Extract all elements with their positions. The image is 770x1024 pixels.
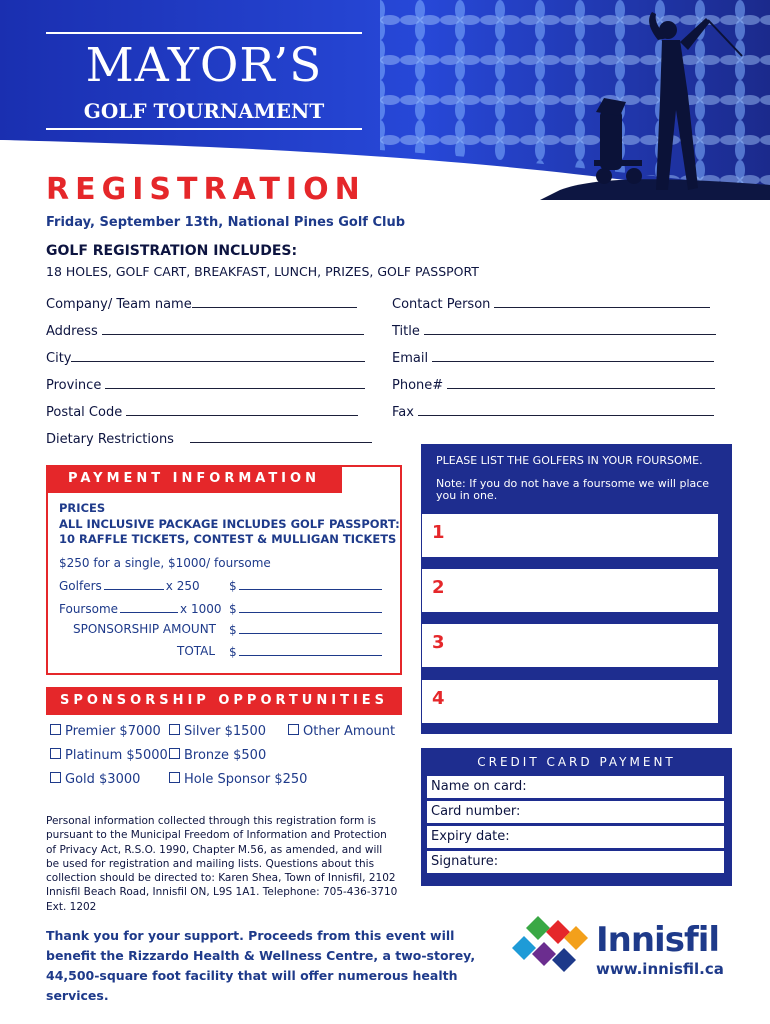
dollar-sign: $ xyxy=(229,623,237,637)
gold-option[interactable] xyxy=(50,772,140,787)
fax-label: Fax xyxy=(392,405,414,420)
dietary-label: Dietary Restrictions xyxy=(46,432,174,447)
card-name-field[interactable]: Name on card: xyxy=(427,776,724,798)
golfer-entry-3[interactable] xyxy=(422,624,718,667)
golfers-label: Golfers xyxy=(59,579,102,593)
postal-code-field[interactable] xyxy=(46,403,358,420)
silver-label: Silver $1500 xyxy=(184,724,266,739)
golfer-entry-1[interactable] xyxy=(422,514,718,557)
silver-option[interactable] xyxy=(169,724,266,739)
checkbox[interactable] xyxy=(50,772,61,783)
address-field[interactable] xyxy=(46,322,364,339)
checkbox[interactable] xyxy=(50,748,61,759)
prices-label: PRICES xyxy=(59,501,106,515)
golfer-number: 3 xyxy=(432,632,445,653)
golfer-number: 2 xyxy=(432,577,445,598)
foursome-qty-line[interactable] xyxy=(120,601,178,613)
credit-card-header: CREDIT CARD PAYMENT xyxy=(477,755,676,769)
title-bottom-rule xyxy=(46,128,362,130)
privacy-notice: Personal information collected through this registration form is pursuant to the Municipal Freedom of Information and Protection of Privacy Act, R.S.O. 1990, Chapter M.56, as amended, and will be used for registration and mailing lists. Questions about this collection should be directed to: Karen Shea, Town of Innisfil, 2102 Innisfil Beach Road, Innisfil ON, L9S 1A1. Telephone: 705-436-3710 Ext. 1202 xyxy=(46,815,398,913)
postal-code-line[interactable] xyxy=(126,403,358,416)
registration-heading: REGISTRATION xyxy=(46,172,366,207)
sponsorship-amount-line[interactable] xyxy=(239,622,382,634)
contact-person-line[interactable] xyxy=(494,295,710,308)
golfers-title: PLEASE LIST THE GOLFERS IN YOUR FOURSOME. xyxy=(436,454,703,467)
title-field[interactable] xyxy=(392,322,716,339)
checkbox[interactable] xyxy=(288,724,299,735)
province-line[interactable] xyxy=(105,376,365,389)
phone-line[interactable] xyxy=(447,376,715,389)
innisfil-wordmark: Innisfil xyxy=(596,920,720,960)
golfers-note: Note: If you do not have a foursome we will place you in one. xyxy=(436,477,710,502)
city-label: City xyxy=(46,351,72,366)
event-date: Friday, September 13th, National Pines Golf Club xyxy=(46,215,406,230)
card-number-field[interactable]: Card number: xyxy=(427,801,724,823)
title-line[interactable] xyxy=(424,322,716,335)
fax-line[interactable] xyxy=(418,403,714,416)
company-line[interactable] xyxy=(192,295,357,308)
address-label: Address xyxy=(46,324,98,339)
golfers-line[interactable] xyxy=(59,578,200,593)
golfer-number: 4 xyxy=(432,688,445,709)
gold-label: Gold $3000 xyxy=(65,772,141,787)
rates-text: $250 for a single, $1000/ foursome xyxy=(59,556,271,570)
golfers-qty-line[interactable] xyxy=(104,578,164,590)
thank-you-message: Thank you for your support. Proceeds from this event will benefit the Rizzardo Health & Wellness Centre, a two-storey, 44,500-square foot facility that will offer numerous health services. xyxy=(46,928,476,1003)
phone-field[interactable] xyxy=(392,376,715,393)
title-top-rule xyxy=(46,32,362,34)
province-field[interactable] xyxy=(46,376,365,393)
total-label: TOTAL xyxy=(177,644,216,658)
dietary-line[interactable] xyxy=(190,430,372,443)
title-main: MAYOR’S xyxy=(85,38,323,93)
foursome-amount-line[interactable] xyxy=(239,601,382,613)
hole-sponsor-option[interactable] xyxy=(169,772,307,787)
bronze-label: Bronze $500 xyxy=(184,748,267,763)
golfer-entry-2[interactable] xyxy=(422,569,718,612)
checkbox[interactable] xyxy=(169,724,180,735)
company-field[interactable] xyxy=(46,295,357,312)
package-line-1: ALL INCLUSIVE PACKAGE INCLUDES GOLF PASSPORT: xyxy=(59,517,400,531)
golfers-multiplier: x 250 xyxy=(165,579,200,593)
postal-code-label: Postal Code xyxy=(46,405,123,420)
title-label: Title xyxy=(392,324,420,339)
sponsorship-amount[interactable] xyxy=(229,622,384,637)
contact-person-field[interactable] xyxy=(392,295,710,312)
address-line[interactable] xyxy=(102,322,364,335)
other-amount-label: Other Amount xyxy=(303,724,396,739)
platinum-label: Platinum $5000 xyxy=(65,748,168,763)
contact-person-label: Contact Person xyxy=(392,297,491,312)
signature-field[interactable]: Signature: xyxy=(427,851,724,873)
phone-label: Phone# xyxy=(392,378,444,393)
sponsorship-header: SPONSORSHIP OPPORTUNITIES xyxy=(46,687,402,715)
tournament-title-block xyxy=(46,32,362,130)
golfer-entry-4[interactable] xyxy=(422,680,718,723)
city-field[interactable] xyxy=(46,349,365,366)
total-amount[interactable] xyxy=(229,644,384,659)
checkbox[interactable] xyxy=(169,748,180,759)
fax-field[interactable] xyxy=(392,403,714,420)
dollar-sign: $ xyxy=(229,579,237,593)
innisfil-url[interactable]: www.innisfil.ca xyxy=(596,960,724,978)
hole-sponsor-label: Hole Sponsor $250 xyxy=(184,772,308,787)
checkbox[interactable] xyxy=(50,724,61,735)
includes-items: 18 HOLES, GOLF CART, BREAKFAST, LUNCH, PRIZES, GOLF PASSPORT xyxy=(46,264,479,279)
package-line-2: 10 RAFFLE TICKETS, CONTEST & MULLIGAN TICKETS xyxy=(59,532,397,546)
innisfil-logo-icon xyxy=(510,912,594,974)
sponsorship-amount-label: SPONSORSHIP AMOUNT xyxy=(73,622,217,636)
province-label: Province xyxy=(46,378,102,393)
bronze-option[interactable] xyxy=(169,748,266,763)
premier-label: Premier $7000 xyxy=(65,724,161,739)
golfer-number: 1 xyxy=(432,522,445,543)
other-amount-option[interactable] xyxy=(288,724,395,739)
email-line[interactable] xyxy=(432,349,714,362)
email-label: Email xyxy=(392,351,429,366)
city-line[interactable] xyxy=(71,349,365,362)
foursome-amount[interactable] xyxy=(229,601,384,616)
premier-option[interactable] xyxy=(50,724,161,739)
foursome-multiplier: x 1000 xyxy=(180,602,222,616)
company-label: Company/ Team name xyxy=(46,297,192,312)
dietary-field[interactable] xyxy=(46,430,372,447)
dollar-sign: $ xyxy=(229,602,237,616)
checkbox[interactable] xyxy=(169,772,180,783)
dollar-sign: $ xyxy=(229,645,237,659)
title-sub: GOLF TOURNAMENT xyxy=(83,99,325,123)
golfers-amount-line[interactable] xyxy=(239,578,382,590)
golfers-amount[interactable] xyxy=(229,578,384,593)
includes-heading: GOLF REGISTRATION INCLUDES: xyxy=(46,243,298,259)
payment-header: PAYMENT INFORMATION xyxy=(46,465,342,493)
platinum-option[interactable] xyxy=(50,748,168,763)
foursome-line[interactable] xyxy=(59,601,222,616)
total-amount-line[interactable] xyxy=(239,644,382,656)
expiry-date-field[interactable]: Expiry date: xyxy=(427,826,724,848)
email-field[interactable] xyxy=(392,349,714,366)
foursome-label: Foursome xyxy=(59,602,119,616)
